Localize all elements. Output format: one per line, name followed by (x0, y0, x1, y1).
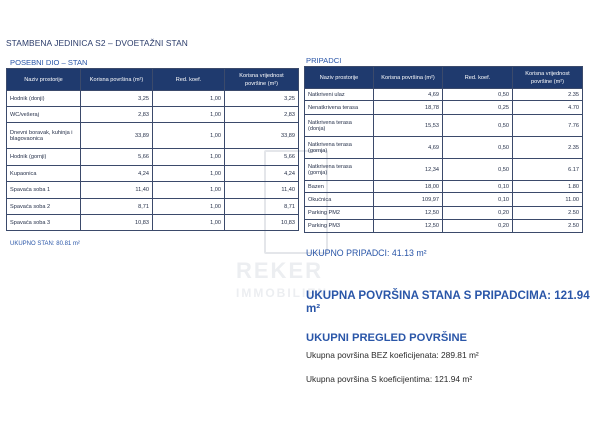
table-row: Bazen 18,00 0,10 1.80 (305, 181, 583, 193)
table-row: Spavaća soba 1 11,40 1,00 11,40 (7, 182, 299, 199)
pripadci-total: UKUPNO PRIPADCI: 41.13 m² (306, 248, 427, 258)
total-with-coef: Ukupna površina S koeficijentima: 121.94 m² (306, 374, 473, 384)
table-row: Hodnik (donji) 3,25 1,00 3,25 (7, 91, 299, 107)
total-without-coef: Ukupna površina BEZ koeficijenata: 289.81 m² (306, 350, 479, 360)
table-row: Spavaća soba 3 10,83 1,00 10,83 (7, 215, 299, 231)
table-row: Okućnica 109,97 0,10 11.00 (305, 193, 583, 207)
table-row: Spavaća soba 2 8,71 1,00 8,71 (7, 199, 299, 215)
table-row: Natkrivena terasa (gornja) 4,69 0,50 2.35 (305, 137, 583, 159)
table-row: Natkrivena terasa (gornja) 12,34 0,50 6.17 (305, 159, 583, 181)
table-row: Parking PM2 12,50 0,20 2.50 (305, 207, 583, 220)
stan-section-title: POSEBNI DIO – STAN (10, 58, 88, 67)
table-row: Parking PM3 12,50 0,20 2.50 (305, 220, 583, 233)
stan-table (6, 68, 299, 231)
table-row: Hodnik (gornji) 5,66 1,00 5,66 (7, 149, 299, 166)
pripadci-table (304, 66, 583, 233)
overview-title: UKUPNI PREGLED POVRŠINE (306, 332, 468, 344)
stan-total: UKUPNO STAN: 80.81 m² (10, 241, 80, 247)
total-with-pripadci: UKUPNA POVRŠINA STANA S PRIPADCIMA: 121.94 m² (306, 289, 590, 315)
pripadci-col-coef: Red. koef. (443, 67, 513, 89)
table-row: Dnevni boravak, kuhinja i blagovaonica 33,89 1,00 33,89 (7, 123, 299, 149)
watermark-sub: IMMOBILIEN (236, 286, 328, 300)
pripadci-col-name: Naziv prostorije (305, 67, 374, 89)
pripadci-col-value: Korisna vrijednost površine (m²) (513, 67, 583, 89)
table-row: Kupaonica 4,24 1,00 4,24 (7, 166, 299, 182)
watermark-brand: REKER (236, 258, 324, 283)
pripadci-col-area: Korisna površina (m²) (374, 67, 443, 89)
page-title: STAMBENA JEDINICA S2 – DVOETAŽNI STAN (6, 38, 188, 48)
stan-col-name: Naziv prostorije (7, 69, 81, 91)
pripadci-section-title: PRIPADCI (306, 56, 342, 65)
table-row: Natkriveni ulaz 4,69 0,50 2.35 (305, 89, 583, 101)
stan-col-value: Korisna vrijednost površine (m²) (225, 69, 299, 91)
table-row: WC/vešeraj 2,83 1,00 2,83 (7, 107, 299, 123)
stan-col-area: Korisna površina (m²) (81, 69, 153, 91)
table-row: Nenatkrivena terasa 18,78 0,25 4.70 (305, 101, 583, 115)
stan-col-coef: Red. koef. (153, 69, 225, 91)
table-row: Natkrivena terasa (donja) 15,53 0,50 7.76 (305, 115, 583, 137)
